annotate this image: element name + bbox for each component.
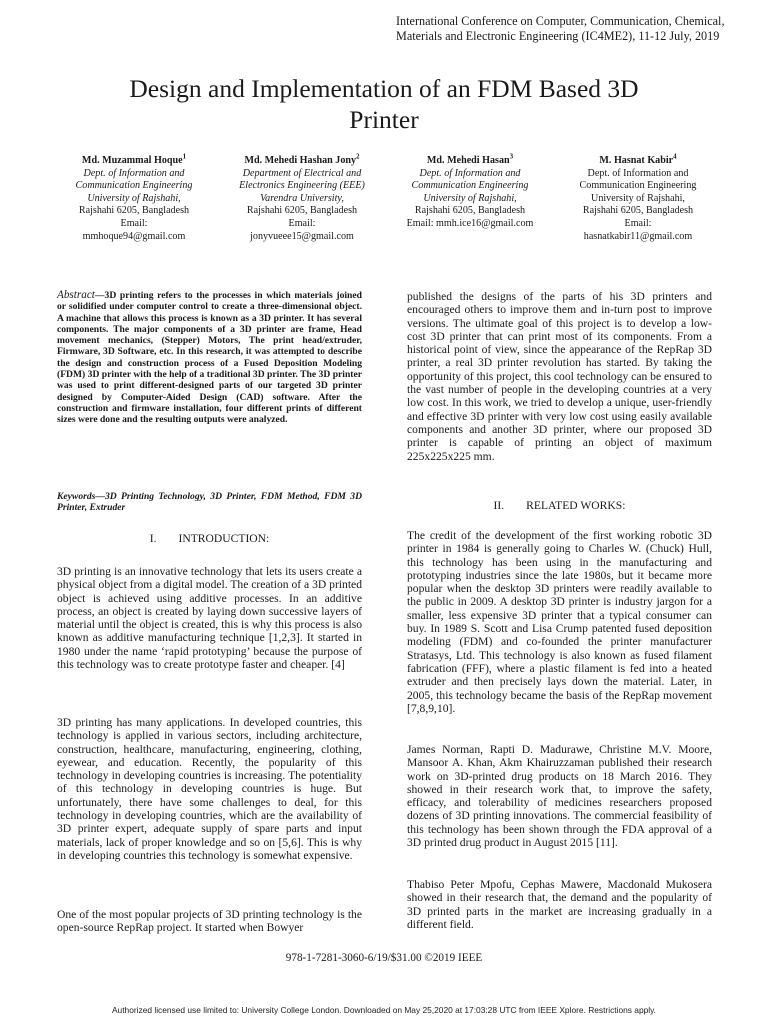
author-block xyxy=(50,152,722,243)
author-affiliation: Communication Engineering xyxy=(411,180,529,192)
author-affiliation: University of Rajshahi, xyxy=(423,192,517,204)
author-address: Rajshahi 6205, Bangladesh xyxy=(246,205,358,217)
author-name: Md. Muzammal Hoque xyxy=(81,155,183,166)
author-name: Md. Mehedi Hasan xyxy=(426,155,510,166)
author-email-label: Email: xyxy=(288,217,316,229)
conference-line-2: Materials and Electronic Engineering (IC4ME2), 11-12 July, 2019 xyxy=(396,28,720,43)
isbn-footer: 978-1-7281-3060-6/19/$31.00 ©2019 IEEE xyxy=(285,952,483,964)
author-3: Md. Mehedi Hasan$^3$ Dept. of Information and Communication Engineering University of Rajshahi, Rajshahi 6205, Bangladesh Email: mmh.ice16@gmail.com xyxy=(386,155,554,243)
author-affiliation: University of Rajshahi, xyxy=(591,192,685,204)
author-email-label: Email: xyxy=(120,217,148,229)
related-paragraph-1: The credit of the development of the first working robotic 3D printer in 1984 is generally going to Charles W. (Chuck) Hull, this technology has been using in the manufacturing and prototyping industries since the late 1980s, but it became more popular when the desktop 3D printers were readily available to the public in 2009. A desktop 3D printer is industry jargon for a smaller, less expensive 3D printer that a typical consumer can buy. In 1989 S. Scott and Lisa Crump patented fused deposition modeling (FDM) and co-founded the printer manufacturer Stratasys, Ltd. This technology is also known as fused filament fabrication (FFF), where a plastic filament is fed into a heated extruder and then precisely lays down the material. Later, in 2005, this technology became the basis of the RepRap movement [7,8,9,10]. xyxy=(407,529,712,715)
author-email-label: Email: xyxy=(624,217,652,229)
license-notice: Authorized licensed use limited to: University College London. Downloaded on May 25,2020 at 17:03:28 UTC from IEEE Xplore. Restrictions apply. xyxy=(111,1005,657,1015)
related-paragraph-2: James Norman, Rapti D. Madurawe, Christine M.V. Moore, Mansoor A. Khan, Akm Khairuzzaman published their research work on 3D-printed drug products on 18 March 2016. They showed in their research work that, to improve the safety, efficacy, and tolerability of medicines researchers proposed dozens of 3D printing innovations. The commercial feasibility of this technology has been shown through the FDA approval of a 3D printed drug product in August 2015 [11]. xyxy=(407,743,712,850)
author-affiliation: University of Rajshahi, xyxy=(87,192,181,204)
section-number: II. xyxy=(493,499,505,512)
section-title: RELATED WORKS: xyxy=(526,499,626,512)
title-line-2: Printer xyxy=(349,105,419,134)
author-2: Md. Mehedi Hashan Jony$^2$ Department of Electrical and Electronics Engineering (EEE) Varendra University, Rajshahi 6205, Bangladesh Email: jonyvueee15@gmail.com xyxy=(218,155,386,243)
section-heading-introduction xyxy=(57,532,362,545)
paper-title xyxy=(40,73,728,135)
author-email[interactable]: jonyvueee15@gmail.com xyxy=(250,230,354,242)
author-affiliation: Communication Engineering xyxy=(579,180,697,192)
author-address: Rajshahi 6205, Bangladesh xyxy=(414,205,526,217)
keywords xyxy=(57,491,362,514)
related-paragraph-3: Thabiso Peter Mpofu, Cephas Mawere, Macdonald Mukosera showed in their research that, the demand and the popularity of 3D printed parts in the market are increasing gradually in a different field. xyxy=(407,878,712,931)
author-address: Rajshahi 6205, Bangladesh xyxy=(582,205,694,217)
author-affiliation: Electronics Engineering (EEE) xyxy=(239,180,365,192)
conference-header xyxy=(396,14,756,43)
author-email[interactable]: Email: mmh.ice16@gmail.com xyxy=(406,217,534,229)
author-address: Rajshahi 6205, Bangladesh xyxy=(78,205,190,217)
intro-paragraph-1: 3D printing is an innovative technology that lets its users create a physical object from a digital model. The creation of a 3D printed object is achieved using additive processes. In an additive process, an object is created by laying down successive layers of material until the object is created, this is why this process is also known as additive manufacturing technique [1,2,3]. It started in 1980 under the name ‘rapid prototyping’ because the purpose of this technology was to create prototype faster and cheaper. [4] xyxy=(57,565,362,672)
abstract xyxy=(57,290,362,426)
author-affiliation: Communication Engineering xyxy=(75,180,193,192)
author-email[interactable]: mmhoque94@gmail.com xyxy=(82,230,186,242)
author-affiliation: Dept. of Information and xyxy=(587,167,689,179)
author-affiliation: Varendra University, xyxy=(260,192,344,204)
section-title: INTRODUCTION: xyxy=(178,532,270,545)
section-heading-related-works xyxy=(407,499,712,512)
conference-line-1: International Conference on Computer, Communication, Chemical, xyxy=(396,14,725,28)
author-4: M. Hasnat Kabir$^4$ Dept. of Information and Communication Engineering University of Rajshahi, Rajshahi 6205, Bangladesh Email: hasnatkabir11@gmail.com xyxy=(554,155,722,243)
intro-paragraph-2: 3D printing has many applications. In developed countries, this technology is applied in various sectors, including architecture, construction, healthcare, manufacturing, engineering, clothing, eyewear, and education. Recently, the popularity of this technology in developing countries is increasing. The potentiality of this technology in developing countries is huge. But unfortunately, there have some challenges to deal, for this technology in developing countries, which are the availability of 3D printer expert, adequate supply of spare parts and input materials, lack of proper knowledge and so on [5,6]. This is why in developing countries this technology is somewhat expensive. xyxy=(57,716,362,862)
author-affiliation: Dept. of Information and xyxy=(83,167,185,179)
section-number: I. xyxy=(149,532,157,545)
author-name: Md. Mehedi Hashan Jony xyxy=(244,155,357,166)
author-1: Md. Muzammal Hoque$^1$ Dept. of Information and Communication Engineering University of Rajshahi, Rajshahi 6205, Bangladesh Email: mmhoque94@gmail.com xyxy=(50,155,218,243)
title-line-1: Design and Implementation of an FDM Based 3D xyxy=(129,74,639,103)
keywords-text: Keywords—3D Printing Technology, 3D Printer, FDM Method, FDM 3D Printer, Extruder xyxy=(57,491,362,514)
intro-paragraph-3: One of the most popular projects of 3D printing technology is the open-source RepRap project. It started when Bowyer xyxy=(57,908,362,935)
author-name: M. Hasnat Kabir xyxy=(599,155,674,166)
author-affiliation: Department of Electrical and xyxy=(242,167,362,179)
abstract-text: —3D printing refers to the processes in which materials joined or solidified under computer control to create a three-dimensional object. A machine that allows this process is known as a 3D printer. It has several components. The major components of a 3D printer are frame, Head movement mechanics, (Stepper) Motors, The print head/extruder, Firmware, 3D Software, etc. In this research, it was attempted to describe the design and construction process of a Fused Deposition Modeling (FDM) 3D printer with the help of a traditional 3D printer. The 3D printer was used to print different-designed parts of our targeted 3D printer designed by Computer-Aided Design (CAD) software. After the construction and firmware installation, four different prints of different sizes were done and the resulting outputs were analyzed. xyxy=(57,290,362,426)
author-email[interactable]: hasnatkabir11@gmail.com xyxy=(583,230,693,242)
abstract-label: Abstract xyxy=(57,289,95,301)
intro-continuation-paragraph: published the designs of the parts of his 3D printers and encouraged others to improve them and in-turn post to improve versions. The ultimate goal of this project is to develop a low-cost 3D printer that can print most of its components. From a historical point of view, since the appearance of the RepRap 3D printer, a real 3D printer revolution has started. By taking the opportunity of this project, this cool technology can be ensured to the vast number of people in the developing countries at a very low cost. In this work, we tried to develop a unique, user-friendly and effective 3D printer with very low cost using easily available components and another 3D printer, where our proposed 3D printer is capable of printing an object of maximum 225x225x225 mm. xyxy=(407,290,712,463)
author-affiliation: Dept. of Information and xyxy=(419,167,521,179)
